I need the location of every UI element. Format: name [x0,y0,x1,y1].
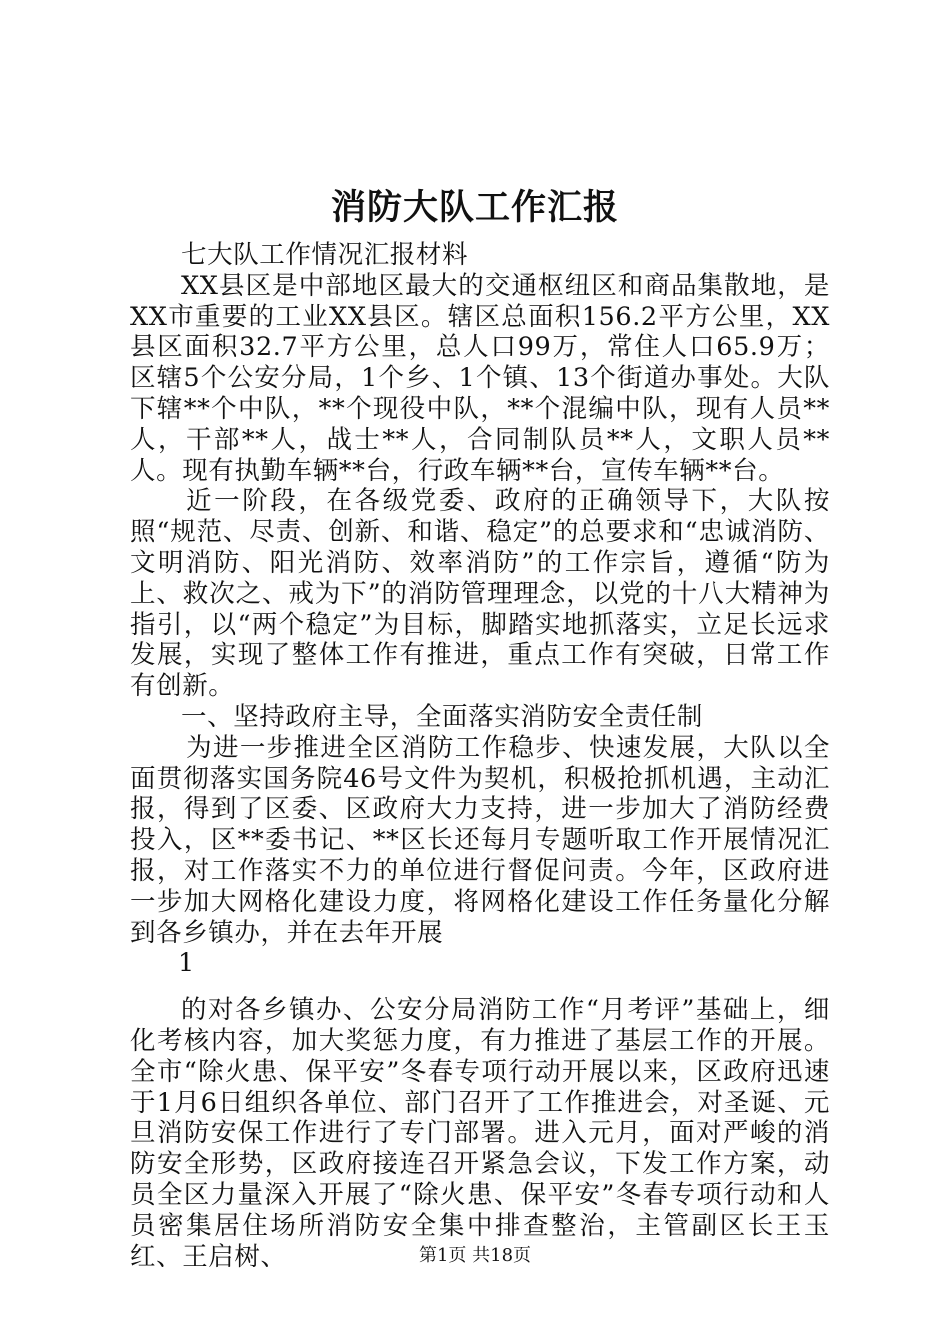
document-title: 消防大队工作汇报 [330,187,619,228]
paragraph-overview: XX县区是中部地区最大的交通枢纽区和商品集散地，是XX市重要的工业XX县区。辖区总面积156.2平方公里，XX县区面积32.7平方公里，总人口99万，常住人口65.9万；区辖5个公安分局，1个乡、1个镇、13个街道办事处。大队下辖**个中队，**个现役中队，**个混编中队，现有人员**人，干部**人，战士**人，合同制队员**人，文职人员**人。现有执勤车辆**台，行政车辆**台，宣传车辆**台。 [130,270,830,486]
document-body [130,240,830,1272]
page-break-gap [130,979,830,995]
paragraph-government-lead: 为进一步推进全区消防工作稳步、快速发展，大队以全面贯彻落实国务院46号文件为契机，积极抢抓机遇，主动汇报，得到了区委、区政府大力支持，进一步加大了消防经费投入，区**委书记、**区长还每月专题听取工作开展情况汇报，对工作落实不力的单位进行督促问责。今年，区政府进一步加大网格化建设力度，将网格化建设工作任务量化分解到各乡镇办，并在去年开展 [130,732,830,948]
page-footer: 第1页 共18页 [418,1245,532,1266]
paragraph-continuation: 的对各乡镇办、公安分局消防工作“月考评”基础上，细化考核内容，加大奖惩力度，有力推进了基层工作的开展。全市“除火患、保平安”冬春专项行动开展以来，区政府迅速于1月6日组织各单位、部门召开了工作推进会，对圣诞、元旦消防安保工作进行了专门部署。进入元月，面对严峻的消防安全形势，区政府接连召开紧急会议，下发工作方案，动员全区力量深入开展了“除火患、保平安”冬春专项行动和人员密集居住场所消防安全集中排查整治，主管副区长王玉红、王启树、 [130,995,830,1272]
paragraph-subtitle: 七大队工作情况汇报材料 [181,240,469,270]
section-heading-1: 一、坚持政府主导，全面落实消防安全责任制 [181,701,704,732]
paragraph-recent-work: 近一阶段，在各级党委、政府的正确领导下，大队按照“规范、尽责、创新、和谐、稳定”的总要求和“忠诚消防、文明消防、阳光消防、效率消防”的工作宗旨，遵循“防为上、救次之、戒为下”的消防管理理念，以党的十八大精神为指引，以“两个稳定”为目标，脚踏实地抓落实，立足长远求发展，实现了整体工作有推进，重点工作有突破，日常工作有创新。 [130,486,830,702]
inline-page-number: 1 [178,948,195,979]
